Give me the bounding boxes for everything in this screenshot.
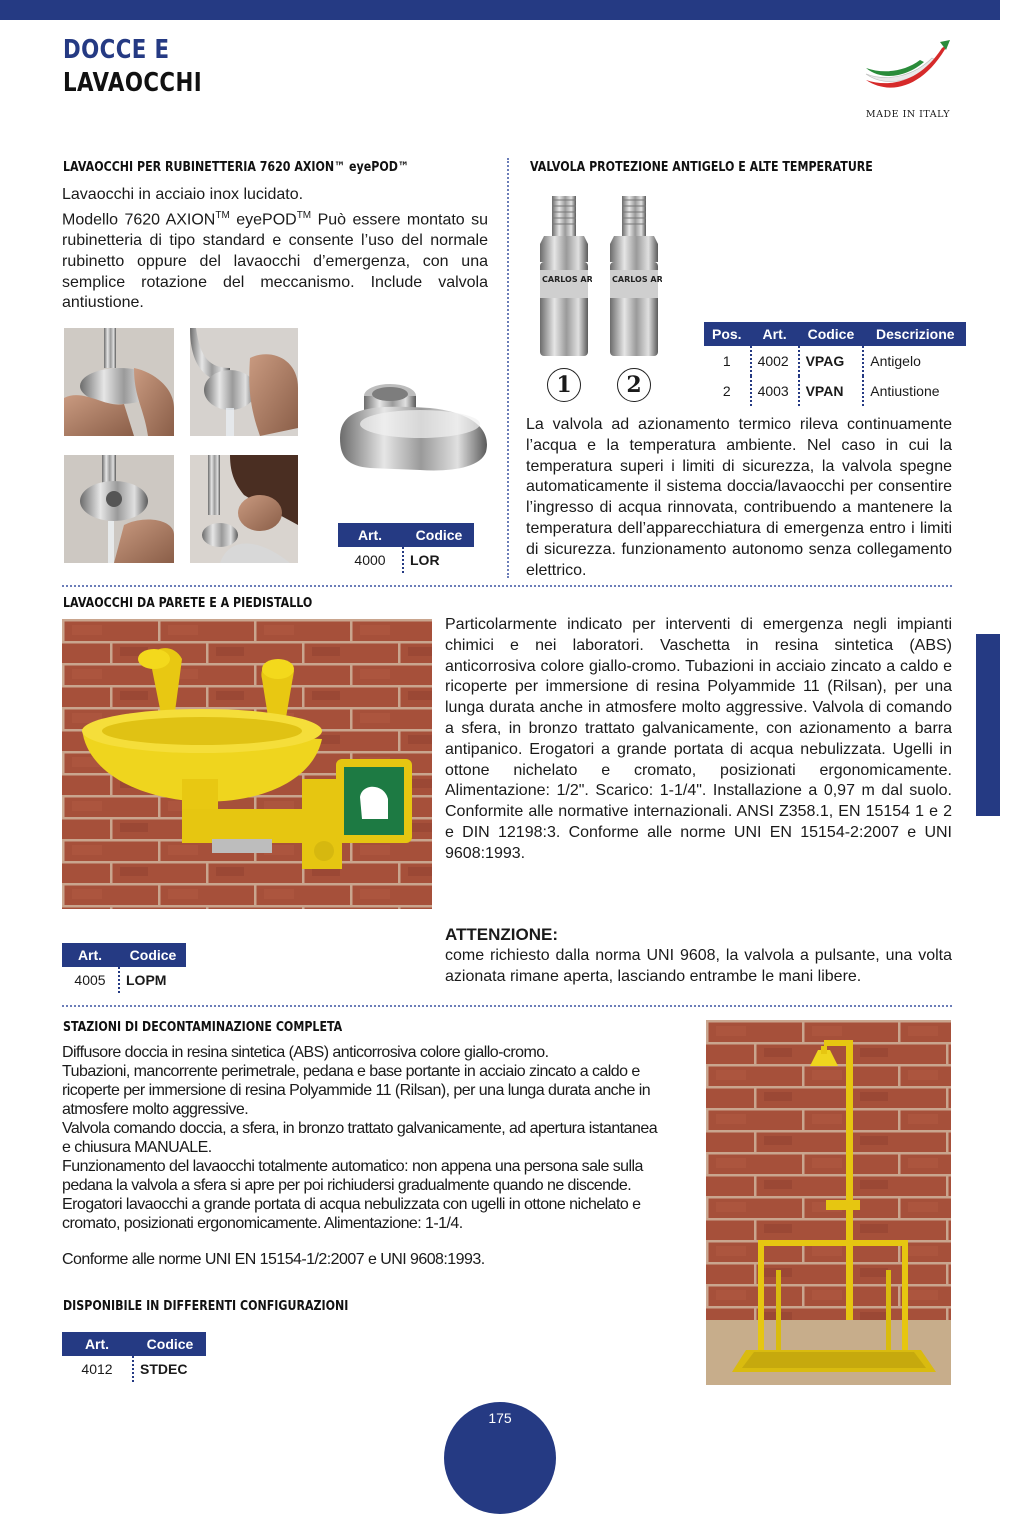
section1-para-pre: Modello 7620 AXION: [62, 211, 216, 229]
table-row: [62, 967, 186, 993]
table-cell-art: 4003: [751, 376, 799, 406]
tm-mark-1: TM: [215, 209, 230, 221]
section3-description: Particolarmente indicato per interventi di emergenza negli impianti chimici e nei laboratori. Vaschetta in resina sintetica (ABS) anticorrosiva colore giallo-cromo. Tubazioni in acciaio zincato a caldo e ricoperte per immersione di resina Polyammide 11 (Rilsan), per una lunga durata anche in atmosfere molto aggressive. Valvola di comando a sfera, in bronzo trattato galvanicamente, con azionamento a barra antipanico. Erogatori a grande portata di acqua nebulizzata. Ugelli in ottone nichelato e cromato, posizionati ergonomicamente. Alimentazione: 1/2". Scarico: 1-1/4". Installazione a 0,97 m dal suolo. Conformite alle normative internazionali. ANSI Z358.1, EN 15154 1 e 2 e DIN 12198:3. Conforme alle norme UNI EN 15154-2:2007 e UNI 9608:1993.: [445, 616, 952, 862]
eyewash-photo-4: [190, 455, 298, 563]
section4-line: Diffusore doccia in resina sintetica (ABS) anticorrosiva colore giallo-cromo.: [62, 1044, 549, 1061]
lor-table: [338, 523, 474, 573]
table-header-codice: Codice: [119, 943, 186, 967]
section1-line1: Lavaocchi in acciaio inox lucidato.: [62, 186, 304, 203]
section1-para-mid: eyePOD: [229, 211, 297, 229]
table-row: [704, 346, 966, 376]
table-cell-codice: LOR: [403, 547, 474, 573]
page-title-line1: DOCCE E: [63, 35, 170, 65]
tm-mark-2: TM: [296, 209, 312, 221]
table-cell-pos: 2: [722, 383, 731, 399]
divider-2: [62, 1005, 952, 1007]
wall-eyewash-image: [62, 619, 432, 909]
table-cell-art: 4002: [751, 346, 799, 376]
section1-para-post: Può essere montato su rubinetteria di tipo standard e consente l’uso del normale rubinetto oppure del lavaocchi d’emergenza, con una semplice rotazione del meccanismo. Include valvola antiustione.: [62, 211, 489, 312]
lopm-table: [62, 943, 186, 993]
table-header-descrizione: Descrizione: [863, 322, 966, 346]
table-cell-art: 4005: [74, 972, 106, 988]
table-row: [704, 376, 966, 406]
decontamination-station-image: [706, 1020, 951, 1385]
eyewash-photo-2: [190, 328, 298, 436]
italy-flag-swoosh-icon: [858, 38, 958, 96]
page-title: [63, 34, 202, 100]
column-divider: [507, 158, 509, 578]
table-cell-art: 4012: [81, 1361, 113, 1377]
eyewash-photo-3: [64, 455, 174, 563]
section4-line: Funzionamento del lavaocchi totalmente automatico: non appena una persona sale sulla pedana la valvola a sfera si apre per poi richiudersi gradualmente quando ne discende.: [62, 1158, 643, 1194]
section3-title: LAVAOCCHI DA PARETE E A PIEDISTALLO: [63, 596, 313, 611]
section4-title: STAZIONI DI DECONTAMINAZIONE COMPLETA: [63, 1020, 343, 1035]
valve-image-1: [536, 192, 592, 358]
divider-1: [62, 585, 952, 587]
table-header-pos: Pos.: [704, 322, 751, 346]
table-header-codice: Codice: [799, 322, 864, 346]
table-header-codice: Codice: [133, 1332, 206, 1356]
valve-table: [704, 322, 966, 406]
section1-title: LAVAOCCHI PER RUBINETTERIA 7620 AXION™ eyePOD™: [63, 160, 409, 175]
table-cell-art: 4000: [354, 552, 386, 568]
section4-description: [62, 1043, 668, 1233]
table-row: [338, 547, 474, 573]
section2-title: VALVOLA PROTEZIONE ANTIGELO E ALTE TEMPERATURE: [530, 160, 873, 175]
section1-paragraph: [62, 206, 488, 314]
table-cell-descrizione: Antigelo: [863, 346, 966, 376]
table-cell-descrizione: Antiustione: [863, 376, 966, 406]
section4-line: Tubazioni, mancorrente perimetrale, pedana e base portante in acciaio zincato a caldo e ricoperte per immersione di resina Polyammide 11 (Rilsan), per una lunga durata anche in atmosfere molto aggressive.: [62, 1063, 651, 1118]
made-in-italy-text: MADE IN ITALY: [865, 109, 951, 120]
table-cell-codice: VPAN: [799, 376, 864, 406]
valve-label-2: CARLOS ARI: [612, 275, 662, 284]
stdec-table: [62, 1332, 206, 1382]
section4-compliance: Conforme alle norme UNI EN 15154-1/2:2007 e UNI 9608:1993.: [62, 1251, 485, 1268]
section4-subtitle: DISPONIBILE IN DIFFERENTI CONFIGURAZIONI: [63, 1299, 349, 1314]
section1-description: [62, 185, 488, 314]
page-number-badge: [444, 1402, 556, 1514]
section2-description: La valvola ad azionamento termico rileva continuamente l’acqua e la temperatura ambiente. Nel caso in cui la temperatura superi i limiti di sicurezza, la valvola spegne automaticamente il sistema doccia/lavaocchi per consentire l’ingresso di acqua rinnovata, contribuendo a mantenere la temperatura dell’apparecchiatura di emergenza entro i limiti di sicurezza. funzionamento autonomo senza collegamento elettrico.: [526, 416, 952, 579]
top-bar: [0, 0, 1000, 20]
made-in-italy-logo: [858, 38, 958, 120]
table-cell-pos: 1: [722, 353, 731, 369]
section4-line: Valvola comando doccia, a sfera, in bronzo trattato galvanicamente, ad apertura istantanea e chiusura MANUALE.: [62, 1120, 658, 1156]
position-number-1: 1: [547, 368, 581, 402]
table-header-codice: Codice: [403, 523, 474, 547]
page-number: 175: [488, 1410, 512, 1426]
section4-line: Erogatori lavaocchi a grande portata di acqua nebulizzata con ugelli in ottone nichelato e cromato, posizionati ergonomicamente. Alimentazione: 1-1/4.: [62, 1196, 641, 1232]
table-header-art: Art.: [751, 322, 799, 346]
table-cell-codice: LOPM: [119, 967, 186, 993]
table-header-art: Art.: [62, 1332, 133, 1356]
table-header-art: Art.: [62, 943, 119, 967]
position-number-2: 2: [617, 368, 651, 402]
valve-label-1: CARLOS ARI: [542, 275, 592, 284]
table-row: [62, 1356, 206, 1382]
side-tab: [976, 634, 1000, 816]
table-cell-codice: STDEC: [133, 1356, 206, 1382]
attention-text: come richiesto dalla norma UNI 9608, la valvola a pulsante, una volta azionata rimane aperta, lasciando entrambe le mani libere.: [445, 947, 952, 985]
table-cell-codice: VPAG: [799, 346, 864, 376]
eyewash-photo-1: [64, 328, 174, 436]
lor-product-image: [330, 368, 490, 488]
page-title-line2: LAVAOCCHI: [63, 68, 203, 98]
attention-title: ATTENZIONE:: [445, 925, 559, 944]
valve-image-2: [606, 192, 662, 358]
table-header-art: Art.: [338, 523, 403, 547]
